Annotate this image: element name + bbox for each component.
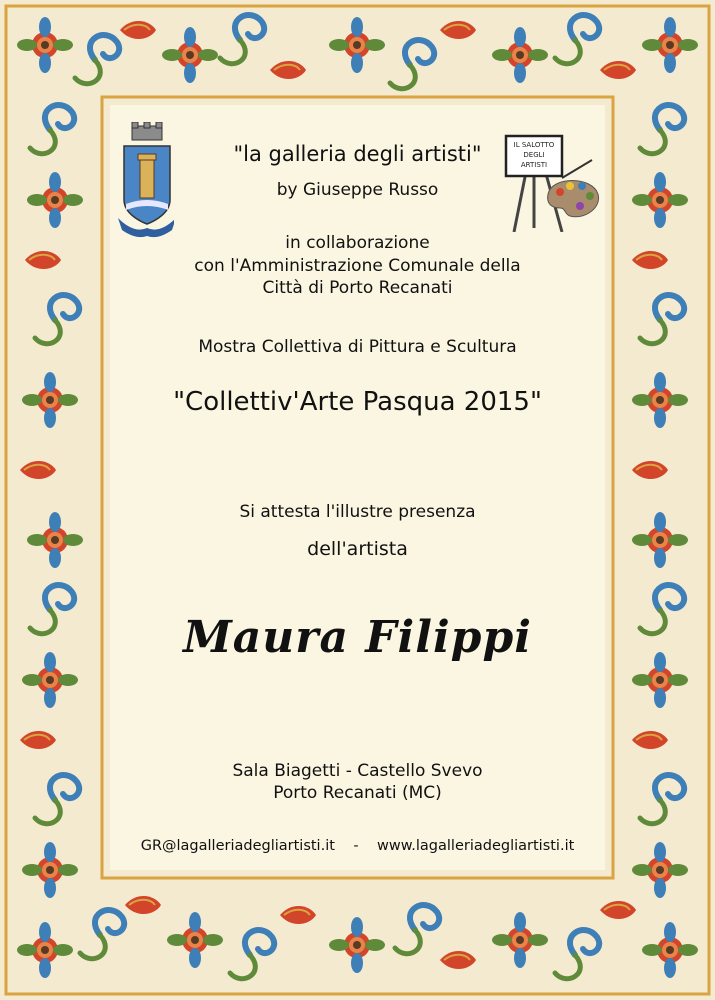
collaboration-line-3: Città di Porto Recanati xyxy=(262,278,453,298)
collaboration-text xyxy=(0,232,715,300)
contact-separator: - xyxy=(353,838,359,854)
venue xyxy=(0,760,715,804)
contact-line xyxy=(0,838,715,854)
easel-sign-line-3: ARTISTI xyxy=(520,161,548,169)
collaboration-line-2: con l'Amministrazione Comunale della xyxy=(194,255,521,276)
easel-sign-line-2: DEGLI xyxy=(523,151,545,159)
exhibition-type: Mostra Collettiva di Pittura e Scultura xyxy=(198,337,517,357)
gallery-name: "la galleria degli artisti" xyxy=(233,142,482,166)
contact-email[interactable]: GR@lagalleriadegliartisti.it xyxy=(140,838,335,854)
exhibition-title: "Collettiv'Arte Pasqua 2015" xyxy=(173,387,542,417)
artist-name: Maura Filippi xyxy=(183,612,532,663)
venue-line-1: Sala Biagetti - Castello Svevo xyxy=(232,761,483,781)
by-line: by Giuseppe Russo xyxy=(276,180,439,200)
attestation-line-2: dell'artista xyxy=(307,538,408,560)
easel-sign-line-1: IL SALOTTO xyxy=(513,141,555,149)
collaboration-line-1: in collaborazione xyxy=(285,233,430,253)
venue-line-2: Porto Recanati (MC) xyxy=(273,783,442,803)
contact-website[interactable]: www.lagalleriadegliartisti.it xyxy=(377,838,575,854)
attestation-line-1: Si attesta l'illustre presenza xyxy=(239,502,476,522)
